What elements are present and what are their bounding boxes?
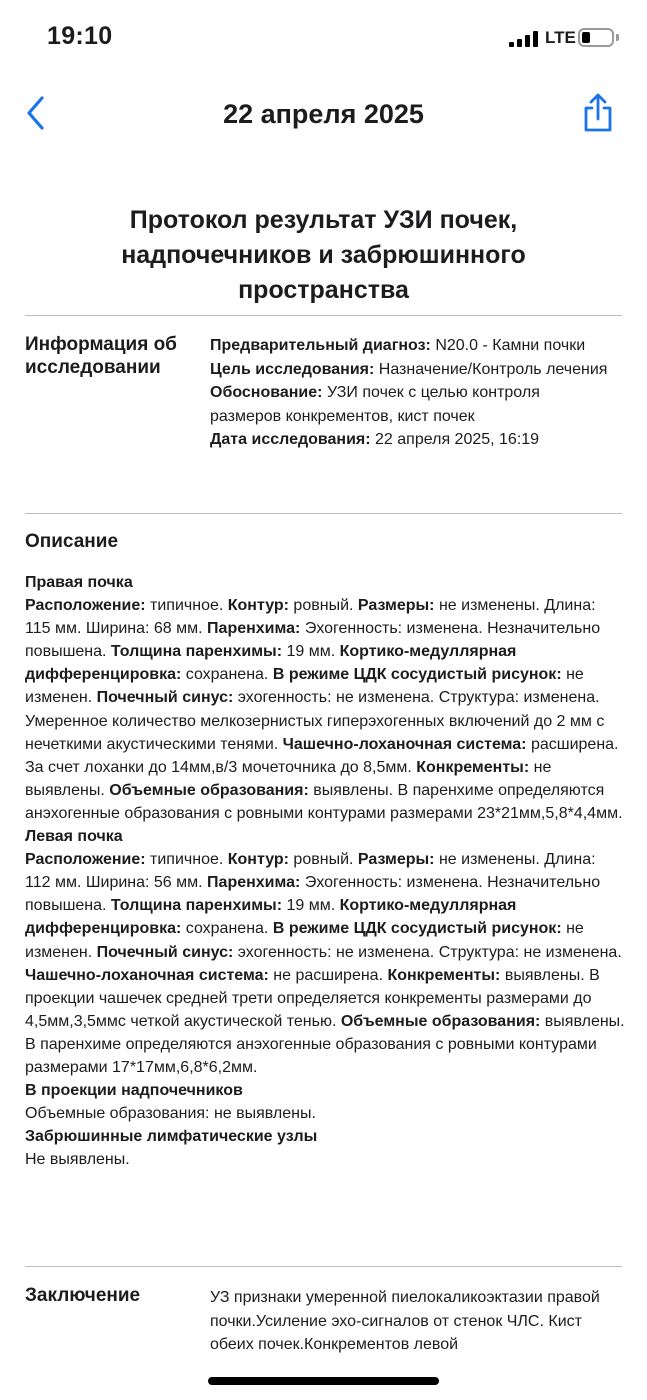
field-key: Размеры: bbox=[357, 597, 435, 615]
info-label: Информация об исследовании bbox=[25, 334, 177, 378]
field-key: Расположение: bbox=[25, 851, 146, 869]
home-indicator[interactable] bbox=[208, 1377, 439, 1385]
field-key: В режиме ЦДК сосудистый рисунок: bbox=[272, 920, 562, 938]
battery-icon bbox=[578, 28, 614, 47]
field-key: Контур: bbox=[227, 597, 289, 615]
field-value: не изменен. bbox=[25, 666, 584, 707]
share-icon bbox=[580, 92, 616, 134]
adrenal-heading: В проекции надпочечников bbox=[25, 1082, 243, 1100]
info-key: Обоснование: bbox=[210, 384, 323, 401]
field-key: Объемные образования: bbox=[340, 1012, 541, 1030]
status-bar bbox=[0, 0, 647, 80]
field-value: не расширена. bbox=[268, 966, 388, 984]
field-key: Паренхима: bbox=[207, 620, 301, 638]
field-value: сохранена. bbox=[181, 666, 273, 684]
field-value: Эхогенность: изменена. Незначительно повышена. bbox=[25, 874, 601, 915]
info-list bbox=[210, 334, 610, 452]
info-value: N20.0 - Камни почки bbox=[435, 337, 586, 354]
field-value: 19 мм. bbox=[282, 643, 340, 661]
battery-tip bbox=[616, 34, 619, 41]
field-key: Почечный синус: bbox=[96, 689, 234, 707]
field-key: Контур: bbox=[227, 851, 289, 869]
conclusion-label: Заключение bbox=[25, 1285, 141, 1306]
info-item-purpose bbox=[210, 358, 610, 382]
info-value: Назначение/Контроль лечения bbox=[378, 360, 608, 378]
divider bbox=[25, 315, 622, 316]
divider bbox=[25, 513, 622, 514]
field-key: Кортико-медуллярная дифференцировка: bbox=[25, 897, 517, 938]
field-value: Эхогенность: изменена. Незначительно повышена. bbox=[25, 620, 601, 661]
adrenal-text: Объемные образования: не выявлены. bbox=[25, 1105, 316, 1123]
field-key: В режиме ЦДК сосудистый рисунок: bbox=[272, 666, 562, 684]
info-item-date bbox=[210, 428, 610, 452]
cellular-signal-icon bbox=[509, 31, 539, 47]
info-key: Цель исследования: bbox=[210, 360, 375, 378]
field-key: Размеры: bbox=[357, 851, 435, 869]
field-value: не изменен. bbox=[25, 920, 584, 961]
info-key: Дата исследования: bbox=[210, 431, 371, 448]
field-value: выявлены. В паренхиме определяются анэхогенные образования с ровными контурами размерами 23*21мм,5,8*4,4мм. bbox=[25, 781, 623, 822]
info-key: Предварительный диагноз: bbox=[210, 337, 431, 354]
field-value: ровный. bbox=[288, 597, 358, 615]
field-key: Паренхима: bbox=[207, 874, 301, 892]
left-kidney-text bbox=[25, 848, 625, 1079]
field-value: типичное. bbox=[145, 597, 228, 615]
field-key: Толщина паренхимы: bbox=[110, 643, 283, 661]
right-kidney-text bbox=[25, 594, 625, 825]
field-value: не изменены. Длина: 112 мм. Ширина: 56 мм. bbox=[25, 851, 596, 892]
field-value: сохранена. bbox=[181, 920, 273, 938]
field-key: Объемные образования: bbox=[109, 781, 309, 799]
info-item-diagnosis bbox=[210, 334, 610, 358]
left-kidney-heading: Левая почка bbox=[25, 828, 123, 846]
status-time: 19:10 bbox=[47, 22, 113, 50]
field-key: Толщина паренхимы: bbox=[110, 897, 283, 915]
field-key: Кортико-медуллярная дифференцировка: bbox=[25, 643, 517, 684]
network-type: LTE bbox=[545, 28, 576, 47]
info-value: 22 апреля 2025, 16:19 bbox=[375, 431, 540, 448]
field-value: расширена. За счет лоханки до 14мм,в/3 мочеточника до 8,5мм. bbox=[25, 735, 619, 776]
document-title: Протокол результат УЗИ почек, надпочечников и забрюшинного пространства bbox=[121, 206, 526, 304]
lymph-heading: Забрюшинные лимфатические узлы bbox=[25, 1128, 318, 1146]
field-value: ровный. bbox=[288, 851, 358, 869]
field-value: выявлены. В проекции чашечек средней трети определяется конкременты размерами до 4,5мм,3,5ммс четкой акустической тенью. bbox=[25, 966, 600, 1030]
lymph-text: Не выявлены. bbox=[25, 1151, 130, 1169]
field-key: Чашечно-лоханочная система: bbox=[282, 735, 527, 753]
nav-title: 22 апреля 2025 bbox=[223, 99, 424, 129]
description-heading: Описание bbox=[25, 531, 119, 552]
info-value: УЗИ почек с целью контроля размеров конкрементов, кист почек bbox=[210, 384, 540, 425]
right-kidney-heading: Правая почка bbox=[25, 574, 133, 591]
field-value: типичное. bbox=[145, 851, 228, 869]
field-key: Конкременты: bbox=[416, 758, 530, 776]
field-value: выявлены. В паренхиме определяются анэхогенные образования с ровными контурами размерами 17*17мм,6,8*6,2мм. bbox=[25, 1012, 625, 1076]
conclusion-text: УЗ признаки умеренной пиелокаликоэктазии правой почки.Усиление эхо-сигналов от стенок ЧЛС. Кист обеих почек.Конкрементов левой bbox=[210, 1289, 600, 1353]
field-value: эхогенность: не изменена. Структура: изменена. Умеренное количество мелкозернистых гиперэхогенных включений до 2 мм с нечеткими акустическими тенями. bbox=[25, 689, 605, 753]
field-value: 19 мм. bbox=[282, 897, 340, 915]
field-key: Чашечно-лоханочная система: bbox=[25, 966, 269, 984]
description-body bbox=[25, 571, 625, 1171]
field-value: не изменены. Длина: 115 мм. Ширина: 68 мм. bbox=[25, 597, 596, 638]
field-value: эхогенность: не изменена. Структура: не изменена. bbox=[233, 943, 622, 961]
info-item-reason bbox=[210, 381, 610, 428]
field-value: не выявлены. bbox=[25, 758, 552, 799]
share-button[interactable] bbox=[580, 92, 616, 134]
field-key: Почечный синус: bbox=[96, 943, 234, 961]
divider bbox=[25, 1266, 622, 1267]
field-key: Конкременты: bbox=[387, 966, 501, 984]
field-key: Расположение: bbox=[25, 597, 146, 615]
navigation-bar bbox=[0, 80, 647, 150]
